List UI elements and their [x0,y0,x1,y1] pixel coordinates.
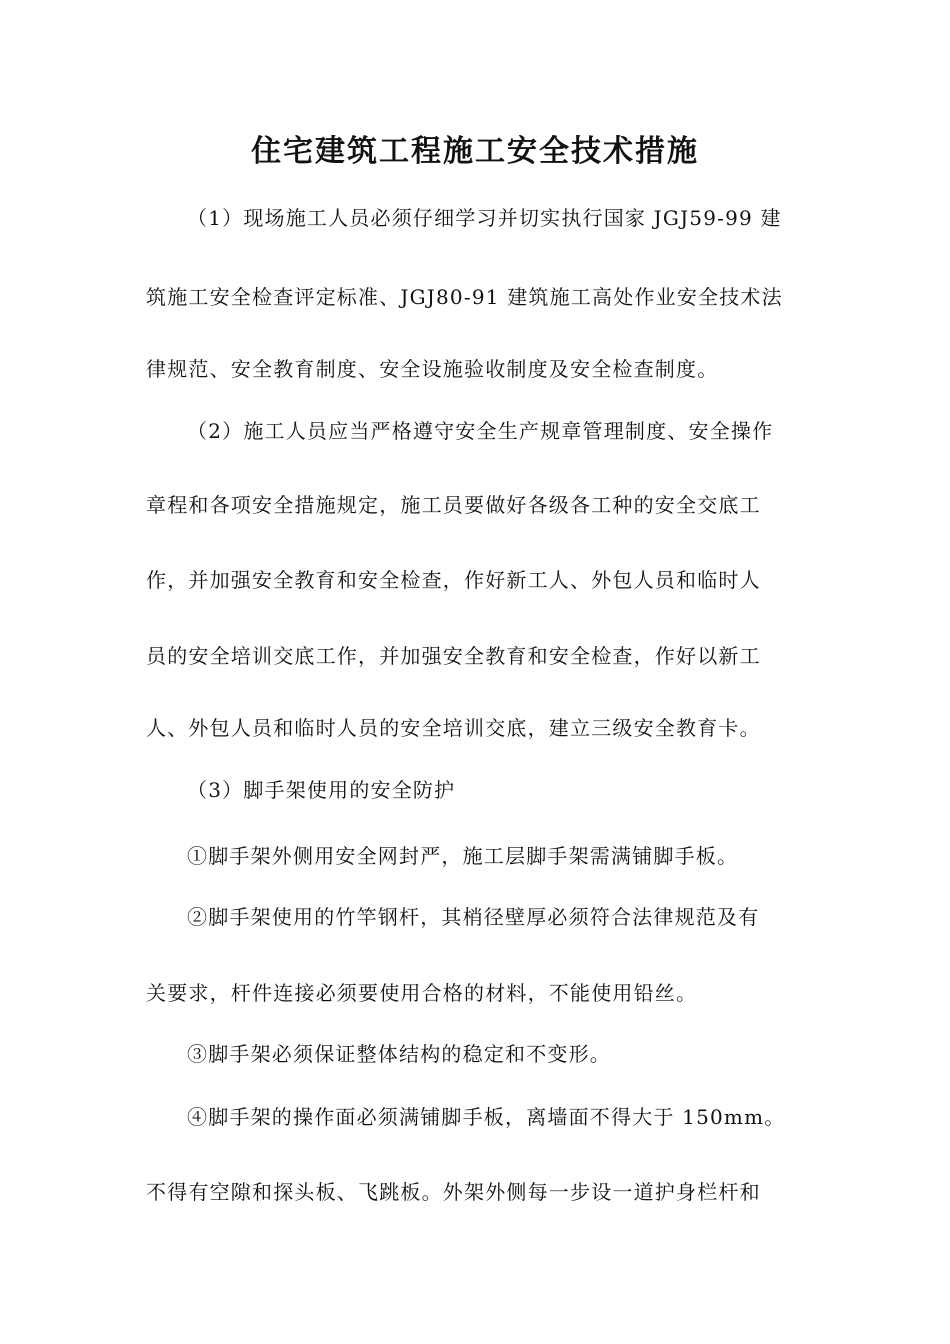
document-title: 住宅建筑工程施工安全技术措施 [251,134,699,169]
paragraph-line: （1）现场施工人员必须仔细学习并切实执行国家 JGJ59-99 建 [187,206,782,230]
paragraph-line: 人、外包人员和临时人员的安全培训交底，建立三级安全教育卡。 [146,716,761,740]
paragraph-line: 关要求，杆件连接必须要使用合格的材料，不能使用铅丝。 [146,981,698,1005]
paragraph-line: 不得有空隙和探头板、飞跳板。外架外侧每一步设一道护身栏杆和 [146,1180,761,1204]
paragraph-line: （2）施工人员应当严格遵守安全生产规章管理制度、安全操作 [187,419,774,443]
paragraph-line: ②脚手架使用的竹竿钢杆，其梢径壁厚必须符合法律规范及有 [187,905,760,929]
paragraph-line: 员的安全培训交底工作，并加强安全教育和安全检查，作好以新工 [146,644,761,668]
paragraph-line: ①脚手架外侧用安全网封严，施工层脚手架需满铺脚手板。 [187,844,739,868]
paragraph-line: 作，并加强安全教育和安全检查，作好新工人、外包人员和临时人 [146,568,761,592]
paragraph-line: ④脚手架的操作面必须满铺脚手板，离墙面不得大于 150mm。 [187,1105,786,1129]
paragraph-line: ③脚手架必须保证整体结构的稳定和不变形。 [187,1042,611,1066]
paragraph-line: （3）脚手架使用的安全防护 [187,778,456,802]
paragraph-line: 筑施工安全检查评定标准、JGJ80-91 建筑施工高处作业安全技术法 [146,285,783,309]
paragraph-line: 律规范、安全教育制度、安全设施验收制度及安全检查制度。 [146,357,719,381]
paragraph-line: 章程和各项安全措施规定，施工员要做好各级各工种的安全交底工 [146,493,761,517]
